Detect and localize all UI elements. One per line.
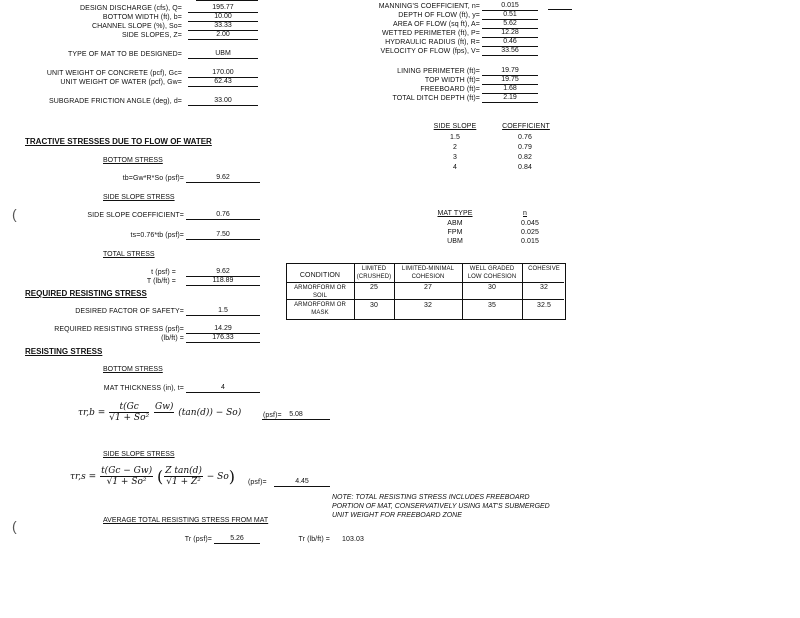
mannings-rule [548,9,572,10]
hydraulic-radius-value: 0.46 [482,38,538,47]
area-of-flow-label: AREA OF FLOW (sq ft), A= [392,21,480,28]
resisting-note: NOTE: TOTAL RESISTING STRESS INCLUDES FREEBOARD PORTION OF MAT, CONSERVATIVELY USING MAT'S SUBMERGED UNIT WEIGHT FOR FREEBOARD ZONE [332,494,550,519]
table-cell: 1.5 [449,134,461,141]
table-cell: 35 [488,302,496,309]
mat-thickness-label: MAT THICKNESS (in), t= [103,385,184,392]
eq2-value: 4.45 [274,478,330,487]
safety-value: 1.5 [186,307,260,316]
eq1-suffix: (psf)= [263,412,282,419]
freeboard-value: 1.68 [482,85,538,94]
unit-weight-concrete-value: 170.00 [188,69,258,78]
freeboard-label: FREEBOARD (ft)= [420,86,480,93]
scan-mark: ( [12,518,17,534]
top-width-label: TOP WIDTH (ft)= [424,77,480,84]
mat-thickness-value: 4 [186,384,260,393]
unit-weight-water-value: 62.43 [188,78,258,87]
side-slopes-label: SIDE SLOPES, Z= [121,32,182,39]
table-cell: 0.045 [520,220,540,227]
t-lbft-value: 118.89 [186,277,260,286]
table-divider [522,263,523,319]
tb-value: 9.62 [186,174,260,183]
table-cell: 32 [540,284,548,291]
bottom-width-label: BOTTOM WIDTH (ft), b= [102,14,182,21]
t-psf-label: t (psf) = [151,269,176,276]
velocity-value: 33.56 [482,47,538,56]
wetted-perimeter-value: 12.28 [482,29,538,38]
limited-minimal-header: LIMITED-MINIMAL COHESION [401,266,455,280]
table-divider [462,263,463,319]
tr-psf-label: Tr (psf)= [184,536,212,543]
top-rule [196,0,258,1]
lining-perimeter-value: 19.79 [482,67,538,76]
side-stress-equation: τr,s = $\frac{t(Gc - Gw)}{\text{√1 + So²}}$ ( $\frac{\text{Z tan(d)}}{\text{√1 + Z²}}$ − So) [70,466,236,487]
tr-lbft-value: 103.03 [342,536,365,543]
average-heading: AVERAGE TOTAL RESISTING STRESS FROM MAT [103,517,269,524]
channel-slope-label: CHANNEL SLOPE (%), So= [91,23,182,30]
mannings-value: 0.015 [482,2,538,11]
side-slope-header: SIDE SLOPE [433,123,477,130]
mannings-label: MANNING'S COEFFICIENT, n= [378,3,480,10]
table-cell: ARMORFORM OR MASK [294,302,346,316]
subgrade-friction-label: SUBGRADE FRICTION ANGLE (deg), d= [48,98,182,105]
velocity-label: VELOCITY OF FLOW (fps), V= [380,48,480,55]
tractive-heading: TRACTIVE STRESSES DUE TO FLOW OF WATER [25,137,212,146]
t-lbft-label: T (lb/ft) = [146,278,176,285]
req-psf-value: 14.29 [186,325,260,334]
n-header: n [523,210,527,217]
condition-header: CONDITION [299,272,341,279]
table-cell: 4 [453,164,457,171]
table-cell: FPM [447,229,463,236]
ts-label: ts=0.76*tb (psf)= [130,232,184,239]
design-discharge-label: DESIGN DISCHARGE (cfs), Q= [80,5,182,12]
mat-type-value: UBM [188,50,258,59]
side-coeff-label: SIDE SLOPE COEFFICIENT= [87,212,184,219]
eq2-suffix: (psf)= [248,479,267,486]
side-slopes-value: 2.00 [188,31,258,40]
req-lbft-label: (lb/ft) = [161,335,184,342]
tr-lbft-label: Tr (lb/ft) = [298,536,330,543]
table-cell: ABM [447,220,463,227]
total-stress-heading: TOTAL STRESS [103,251,155,258]
bottom-width-value: 10.00 [188,13,258,22]
lining-perimeter-label: LINING PERIMETER (ft)= [397,68,480,75]
limited-header: LIMITED (CRUSHED) [356,266,392,280]
mat-type-label: TYPE OF MAT TO BE DESIGNED= [67,51,182,58]
coefficient-header: COEFFICIENT [502,123,550,130]
unit-weight-water-label: UNIT WEIGHT OF WATER (pcf), Gw= [60,79,182,86]
table-cell: 0.76 [517,134,533,141]
safety-label: DESIRED FACTOR OF SAFETY= [75,308,184,315]
tractive-side-heading: SIDE SLOPE STRESS [103,194,175,201]
hydraulic-radius-label: HYDRAULIC RADIUS (ft), R= [385,39,480,46]
total-ditch-depth-label: TOTAL DITCH DEPTH (ft)= [392,95,480,102]
tr-psf-value: 5.26 [214,535,260,544]
channel-slope-value: 33.33 [188,22,258,31]
unit-weight-concrete-label: UNIT WEIGHT OF CONCRETE (pcf), Gc= [46,70,182,77]
table-divider [394,263,395,319]
tractive-bottom-heading: BOTTOM STRESS [103,157,163,164]
table-cell: 0.025 [520,229,540,236]
resisting-heading: RESISTING STRESS [25,347,103,356]
area-of-flow-value: 5.62 [482,20,538,29]
table-cell: 0.015 [520,238,540,245]
req-psf-label: REQUIRED RESISTING STRESS (psf)= [54,326,184,333]
table-cell: 3 [453,154,457,161]
bottom-stress-equation: τr,b = $\frac{t(Gc}{\text{√1 + So²}}$ Gw) (tan(d)) − So) [78,402,242,423]
side-coeff-value: 0.76 [186,211,260,220]
table-cell: 27 [424,284,432,291]
table-cell: 0.84 [517,164,533,171]
table-cell: ARMORFORM OR SOIL [294,285,346,299]
wetted-perimeter-label: WETTED PERIMETER (ft), P= [382,30,480,37]
table-cell: 0.79 [517,144,533,151]
table-cell: 30 [370,302,378,309]
depth-of-flow-label: DEPTH OF FLOW (ft), y= [398,12,480,19]
table-cell: 2 [453,144,457,151]
table-cell: 32.5 [536,302,552,309]
table-divider [286,282,564,283]
cohesive-header: COHESIVE [528,266,560,272]
top-width-value: 19.75 [482,76,538,85]
resisting-bottom-heading: BOTTOM STRESS [103,366,163,373]
table-divider [354,263,355,319]
design-discharge-value: 195.77 [188,4,258,13]
ts-value: 7.50 [186,231,260,240]
well-graded-header: WELL GRADED LOW COHESION [467,266,517,280]
tb-label: tb=Gw*R*So (psf)= [122,175,184,182]
depth-of-flow-value: 0.51 [482,11,538,20]
table-cell: 32 [424,302,432,309]
table-cell: UBM [447,238,463,245]
required-heading: REQUIRED RESISTING STRESS [25,289,147,298]
subgrade-friction-value: 33.00 [188,97,258,106]
resisting-side-heading: SIDE SLOPE STRESS [103,451,175,458]
scan-mark: ( [12,206,17,222]
eq1-value: 5.08 [262,411,330,420]
total-ditch-depth-value: 2.19 [482,94,538,103]
table-cell: 0.82 [517,154,533,161]
mat-type-header: MAT TYPE [437,210,473,217]
t-psf-value: 9.62 [186,268,260,277]
table-cell: 30 [488,284,496,291]
req-lbft-value: 176.33 [186,334,260,343]
table-cell: 25 [370,284,378,291]
